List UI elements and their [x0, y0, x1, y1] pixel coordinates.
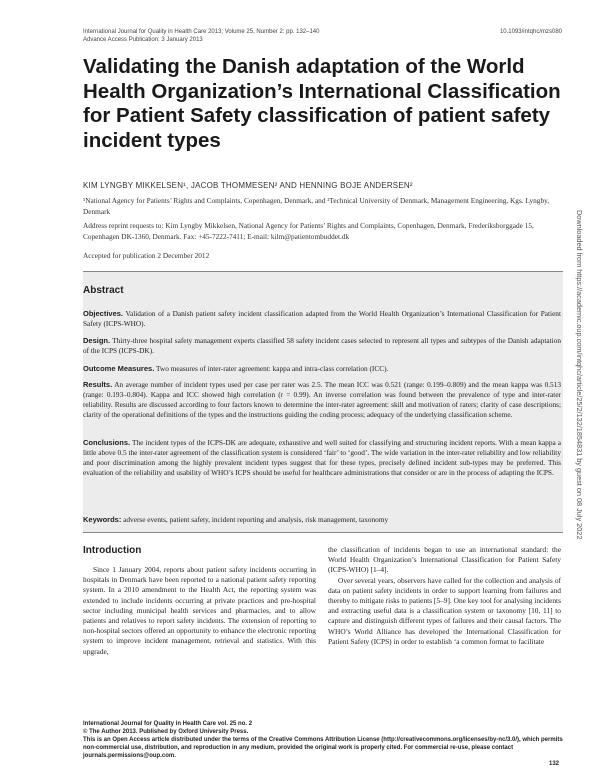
- advance-access-date: Advance Access Publication: 3 January 2013: [83, 37, 203, 43]
- abstract-conclusions: [83, 438, 561, 478]
- outcome-label: Outcome Measures.: [83, 364, 155, 373]
- outcome-text: Two measures of inter-rater agreement: kappa and intra-class correlation (ICC).: [155, 364, 389, 373]
- footer-journal: International Journal for Quality in Health Care vol. 25 no. 2: [83, 721, 253, 727]
- abstract-outcome: [83, 364, 561, 374]
- footer-copyright: © The Author 2013. Published by Oxford University Press.: [83, 729, 249, 735]
- abstract-objectives: [83, 309, 561, 329]
- journal-citation: International Journal for Quality in Health Care 2013; Volume 25, Number 2: pp. 132–140: [83, 29, 320, 35]
- results-text: An average number of incident types used per case per rater was 2.5. The mean ICC was 0.521 (range: 0.199–0.809) and the mean kappa was 0.513 (range: 0.193–0.804). Kappa and ICC showed high correlation (r = 0.99). An inverse correlation was found between the prevalence of type and inter-rater reliability. Results are discussed according to four factors known to determine the inter-rater agreement: skill and motivation of raters; clarity of case descriptions; clarity of the operational definitions of the types and the instructions guiding the coding process; adequacy of the underlying classification scheme.: [83, 380, 561, 419]
- affiliations: ¹National Agency for Patients’ Rights and Complaints, Copenhagen, Denmark, and ²Technical University of Denmark, Management Engineering, Kgs. Lyngby, Denmark: [83, 196, 550, 216]
- objectives-text: Validation of a Danish patient safety incident classification adapted from the World Health Organization’s International Classification for Patient Safety (ICPS-WHO).: [83, 309, 561, 328]
- conclusions-text: The incident types of the ICPS-DK are adequate, exhaustive and well suited for classifying and structuring incident reports. With a mean kappa a little above 0.5 the inter-rater agreement of the classification system is considered ‘fair’ to ‘good’. The wide variation in the inter-rater reliability and low reliability and poor discrimination among the highly prevalent incident types suggest that for these types, precisely defined incident sub-types may be preferred. This evaluation of the reliability and usability of WHO’s ICPS should be useful for healthcare administrations that consider or are in the process of adapting the ICPS.: [83, 438, 561, 477]
- right-column-para-1: the classification of incidents began to use an international standard: the World Health Organization’s International Classification for Patient Safety (ICPS-WHO) [1–4].: [328, 545, 561, 575]
- abstract-top-rule: [83, 271, 563, 272]
- objectives-label: Objectives.: [83, 309, 124, 318]
- introduction-right-column: [328, 545, 561, 647]
- right-column-para-2: Over several years, observers have called for the collection and analysis of data on patient safety incidents in order to support learning from failures and thereby to mitigate risks to patients [5–9]. One key tool for analysing incidents and extracting useful data is a classification system or taxonomy [10, 11] to capture and distinguish different types of failures and their causal factors. The WHO’s World Alliance has developed the International Classification for Patient Safety (ICPS) in order to establish ‘a common format to facilitate: [328, 575, 561, 646]
- results-label: Results.: [83, 380, 113, 389]
- running-head: [83, 28, 562, 44]
- design-text: Thirty-three hospital safety management experts classified 58 safety incident cases selected to represent all types and subtypes of the Danish adaptation of the ICPS (ICPS-DK).: [83, 336, 561, 355]
- design-label: Design.: [83, 336, 111, 345]
- abstract-heading: Abstract: [83, 285, 124, 296]
- keywords-text: adverse events, patient safety, incident reporting and analysis, risk management, taxonomy: [123, 515, 389, 524]
- page-footer: [83, 720, 563, 767]
- abstract-results: [83, 380, 561, 420]
- introduction-left-column: Since 1 January 2004, reports about patient safety incidents occurring in hospitals in Denmark have been reported to a national patient safety reporting system. In a 2010 amendment to the Health Act, the reporting system was extended to include incidents occurring at private practices and pre-hospital sector including municipal health services and pharmacies, and to allow patients and relatives to report safety incidents. The extension of reporting to non-hospital sectors offered an opportunity to enhance the electronic reporting system to improve incident management, retrieval and statistics. With this upgrade,: [83, 565, 316, 656]
- abstract-keywords: [83, 515, 561, 525]
- abstract-bottom-rule: [83, 532, 563, 533]
- abstract-design: [83, 336, 561, 356]
- keywords-label: Keywords:: [83, 515, 122, 524]
- doi[interactable]: 10.1093/intqhc/mzs080: [499, 29, 562, 35]
- reprint-address: Address reprint requests to: Kim Lyngby Mikkelsen, National Agency for Patients’ Rights and Complaints, Copenhagen, Denmark, Frederiksborggade 15, Copenhagen DK-1360, Denmark. Fax: +45-7222-7411; E-mail: kilm@patientombuddet.dk: [83, 221, 534, 241]
- article-title: Validating the Danish adaptation of the World Health Organization’s International Classification for Patient Safety classification of patient safety incident types: [83, 55, 561, 152]
- accepted-date: Accepted for publication 2 December 2012: [83, 251, 210, 260]
- introduction-heading: Introduction: [83, 545, 142, 556]
- footer-license: This is an Open Access article distributed under the terms of the Creative Commons Attribution License (http://creativecommons.org/licenses/by-nc/3.0/), which permits non-commercial use, distribution, and reproduction in any medium, provided the original work is properly cited. For commercial re-use, please contact journals.permissions@oup.com.: [83, 737, 563, 759]
- page-number: 132: [548, 761, 559, 767]
- conclusions-label: Conclusions.: [83, 438, 131, 447]
- download-watermark: Downloaded from https://academic.oup.com/intqhc/article/25/2/132/1854831 by guest on 08 July 2022: [575, 210, 584, 540]
- author-list: KIM LYNGBY MIKKELSEN¹, JACOB THOMMESEN² AND HENNING BOJE ANDERSEN²: [83, 181, 413, 190]
